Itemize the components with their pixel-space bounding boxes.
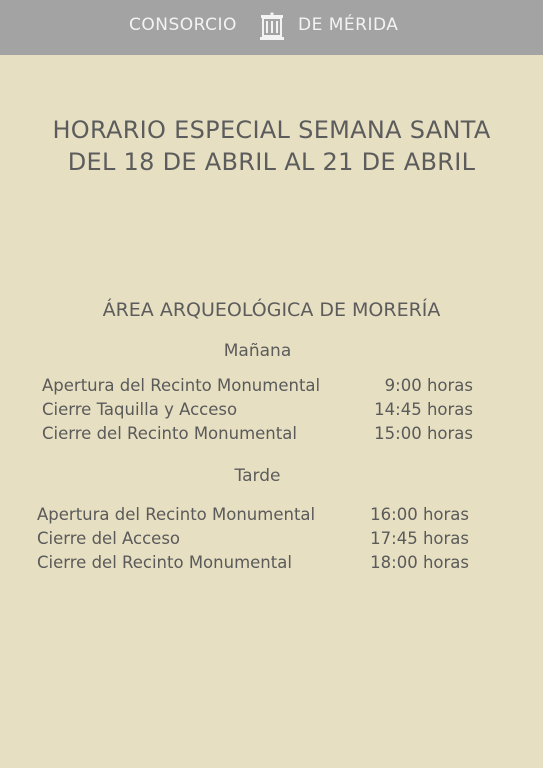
schedule-row-time: 15:00 horas bbox=[374, 424, 473, 443]
consorcio-logo-icon bbox=[258, 12, 286, 42]
afternoon-heading: Tarde bbox=[234, 466, 281, 486]
schedule-row-time: 16:00 horas bbox=[370, 505, 469, 524]
schedule-row-label: Cierre del Acceso bbox=[37, 529, 181, 548]
schedule-row-label: Cierre del Recinto Monumental bbox=[37, 553, 292, 572]
schedule-row-time: 18:00 horas bbox=[370, 553, 469, 572]
page-title-line-1: HORARIO ESPECIAL SEMANA SANTA bbox=[52, 116, 491, 144]
header-bar bbox=[0, 0, 543, 55]
schedule-row-label: Cierre Taquilla y Acceso bbox=[42, 400, 238, 419]
org-name-left: CONSORCIO bbox=[129, 15, 237, 35]
schedule-row-label: Apertura del Recinto Monumental bbox=[42, 376, 321, 395]
schedule-row-label: Apertura del Recinto Monumental bbox=[37, 505, 316, 524]
schedule-row-time: 14:45 horas bbox=[374, 400, 473, 419]
section-heading: ÁREA ARQUEOLÓGICA DE MORERÍA bbox=[102, 299, 441, 321]
page-title-line-2: DEL 18 DE ABRIL AL 21 DE ABRIL bbox=[67, 148, 476, 176]
org-name-right: DE MÉRIDA bbox=[298, 15, 399, 35]
schedule-row-time: 17:45 horas bbox=[370, 529, 469, 548]
schedule-row-label: Cierre del Recinto Monumental bbox=[42, 424, 297, 443]
schedule-row-time: 9:00 horas bbox=[384, 376, 473, 395]
morning-heading: Mañana bbox=[223, 341, 292, 361]
